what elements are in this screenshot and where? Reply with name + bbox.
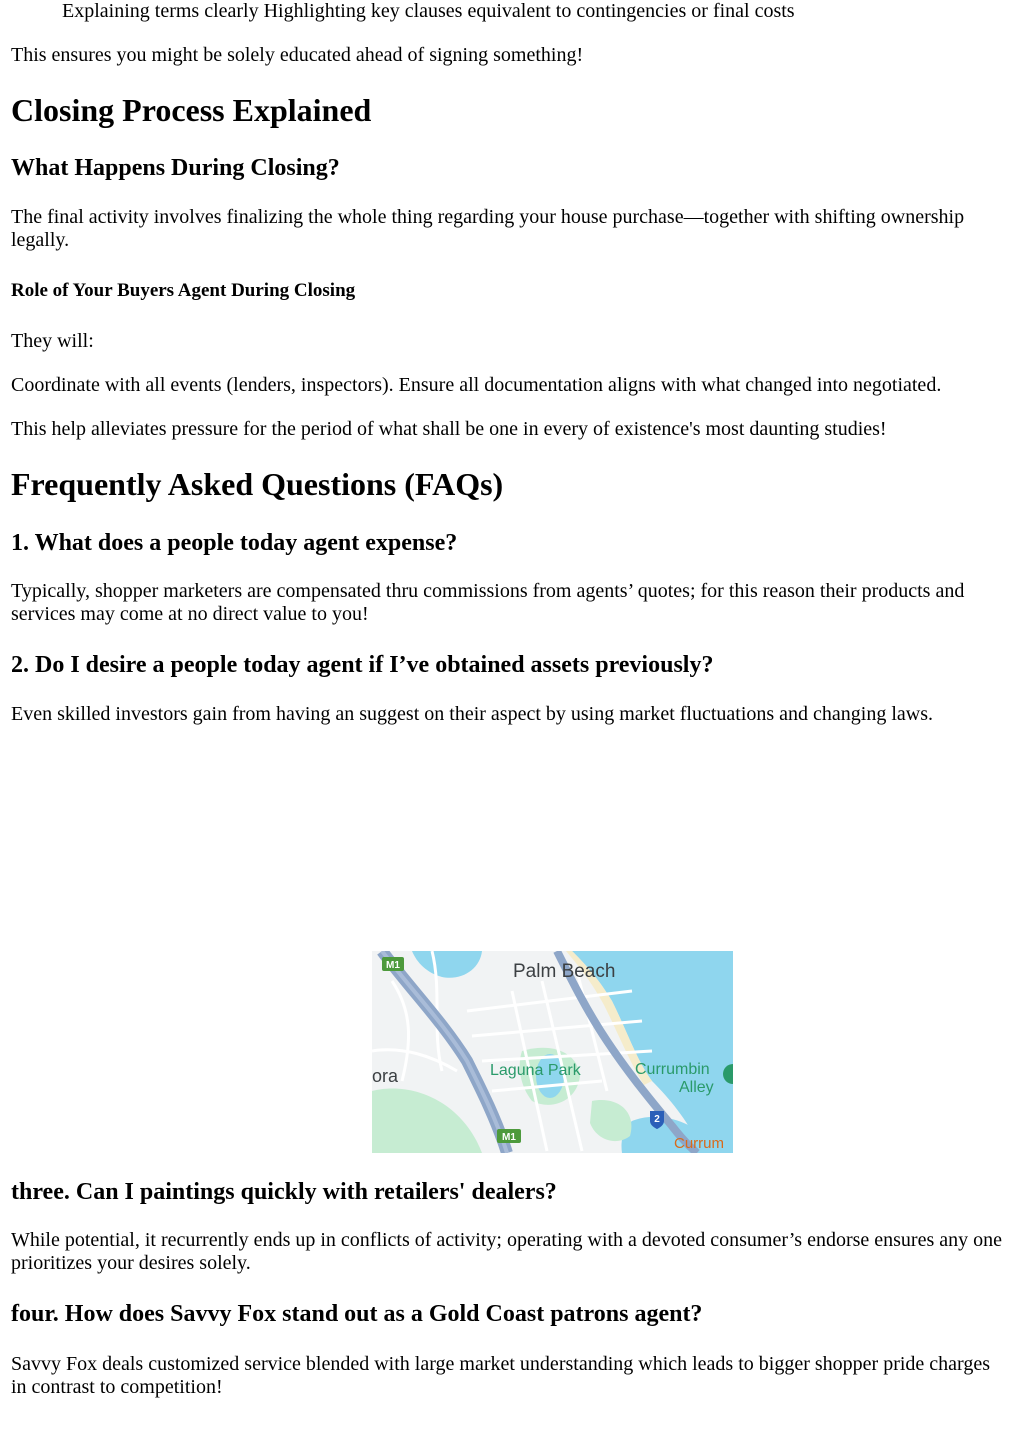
shield-m1-top-label: M1 — [386, 960, 400, 971]
role-heading: Role of Your Buyers Agent During Closing — [11, 280, 356, 301]
faq-q3: three. Can I paintings quickly with retailers' dealers? — [11, 1179, 557, 1205]
map-graphic — [372, 951, 733, 1153]
closing-title: Closing Process Explained — [11, 92, 372, 128]
they-will-text: They will: — [11, 330, 94, 352]
label-laguna-park: Laguna Park — [490, 1062, 581, 1079]
shield-2-label: 2 — [654, 1114, 660, 1125]
faq-a2: Even skilled investors gain from having an suggest on their aspect by using market fluctuations and changing laws. — [11, 703, 934, 725]
faq-q2: 2. Do I desire a people today agent if I’ve obtained assets previously? — [11, 652, 714, 678]
label-currumbin: Currumbin — [635, 1061, 710, 1078]
label-currum: Currum — [674, 1135, 725, 1152]
label-palm-beach: Palm Beach — [513, 961, 616, 982]
faq-q1: 1. What does a people today agent expense? — [11, 530, 458, 556]
faq-q4: four. How does Savvy Fox stand out as a Gold Coast patrons agent? — [11, 1301, 703, 1327]
what-happens-text: The final activity involves finalizing the whole thing regarding your house purchase—together with shifting ownership legally. — [11, 206, 965, 251]
faq-a3: While potential, it recurrently ends up in conflicts of activity; operating with a devoted consumer’s endorse ensures any one prioritizes your desires solely. — [11, 1229, 1003, 1274]
faq-a4: Savvy Fox deals customized service blended with large market understanding which leads to bigger shopper pride charges in contrast to competition! — [11, 1353, 990, 1398]
ensures-text: This ensures you might be solely educated ahead of signing something! — [11, 44, 584, 66]
help-text: This help alleviates pressure for the period of what shall be one in every of existence's most daunting studies! — [11, 418, 887, 440]
label-alley: Alley — [679, 1079, 714, 1096]
faq-a1: Typically, shopper marketers are compensated thru commissions from agents’ quotes; for this reason their products and services may come at no direct value to you! — [11, 580, 965, 625]
label-ora: ora — [372, 1066, 399, 1086]
coordinate-text: Coordinate with all events (lenders, inspectors). Ensure all documentation aligns with what changed into negotiated. — [11, 374, 942, 396]
location-map[interactable] — [372, 951, 733, 1153]
what-happens-heading: What Happens During Closing? — [11, 155, 340, 181]
faq-title: Frequently Asked Questions (FAQs) — [11, 466, 504, 502]
shield-m1-bottom-label: M1 — [502, 1132, 516, 1143]
bullet-line: Explaining terms clearly Highlighting key clauses equivalent to contingencies or final costs — [62, 0, 795, 22]
